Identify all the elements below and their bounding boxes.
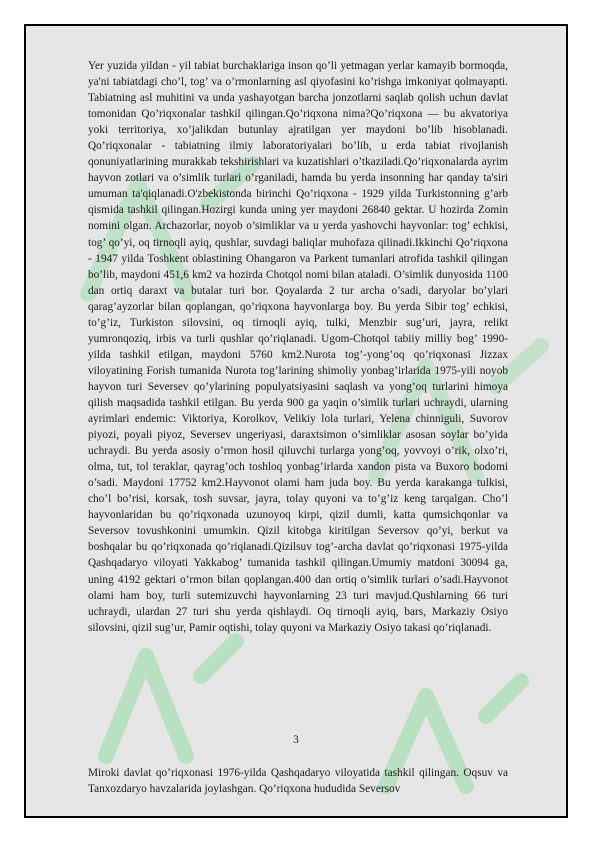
page-number: 3 xyxy=(293,734,299,746)
watermark-logo-icon xyxy=(86,626,246,776)
body-paragraph-next-page: Miroki davlat qo’riqxonasi 1976-yilda Qashqadaryo viloyatida tashkil qilingan. Oqsuv va Tanxozdaryo havzalarida joylashgan. Qo’riqxona hududida Seversov xyxy=(88,767,508,796)
document-page xyxy=(24,24,568,818)
body-paragraph: Yer yuzida yildan - yil tabiat burchaklariga inson qo’li yetmagan yerlar kamayib bormoqda, ya'ni tabiatdagi cho’l, tog’ va o’rmonlarning asl qiyofasini ko’rishga imkoniyat qolmayapti. Tabiatning asl muhitini va unda yashayotgan barcha jonzotlarni saqlab qolish uchun davlat tomonidan Qo’riqxonalar tashkil qilingan.Qo’riqxona nima?Qo’riqxona — bu akvatoriya yoki territoriya, xo’jalikdan butunlay ajratilgan yer maydoni bo’lib hisoblanadi. Qo’riqxonalar - tabiatning ilmiy laboratoriyalari bo’lib, u erda tabiat rivojlanish qonuniyatlarining murakkab tekshirishlari va kuzatishlari o’tkaziladi.Qo’riqxonalarda ayrim hayvon zotlari va o’simlik turlari o’rganiladi, hamda bu yerda insonning har qanday ta'siri umuman ta'qiqlanadi.O'zbekistonda birinchi Qo’riqxona - 1929 yilda Turkistonning g’arb qismida tashkil qilingan.Hozirgi kunda uning yer maydoni 26840 gektar. U hozirda Zomin nomini olgan. Archazorlar, noyob o’simliklar va u yerda yashovchi hayvonlar: tog’ echkisi, tog’ qo’yi, oq tirnoqli ayiq, qushlar, suvdagi baliqlar muhofaza qilinadi.Ikkinchi Qo’riqxona - 1947 yilda Toshkent oblastining Ohangaron va Parkent tumanlari atrofida tashkil qilingan bo’lib, maydoni 451,6 km2 va hozirda Chotqol nomi bilan ataladi. O’simlik dunyosida 1100 dan ortiq daraxt va butalar turi bor. Qoyalarda 2 tur archa o’sadi, daryolar bo’ylari qarag’ayzorlar bilan qoplangan, qo’riqxona hayvonlarga boy. Bu yerda Sibir tog’ echkisi, to’g’iz, Turkiston silovsini, oq tirnoqli ayiq, tulki, Menzbir sug’uri, jayra, relikt yumronqoziq, irbis va turli qushlar qo’riqlanadi. Ugom-Chotqol tabiiy milliy bog’ 1990-yilda tashkil etilgan, maydoni 5760 km2.Nurota tog’-yong’oq qo’riqxonasi Jizzax viloyatining Forish tumanida Nurota tog’larining shimoliy yonbag’irlarida 1975-yili noyob hayvon turi Seversev qo’ylarining populyatsiyasini saqlash va yong’oq turlarini himoya qilish maqsadida tashkil etilgan. Bu yerda 900 ga yaqin o’simlik turlari uchraydi, ularning ayrimlari endemic: Viktoriya, Korolkov, Velikiy lola turlari, Yelena chinniguli, Suvorov piyozi, poyali piyoz, Seversev ungeriyasi, daraxtsimon o’simliklar asosan soylar bo’yida uchraydi. Bu yerda asosiy o’rmon hosil qiluvchi turlarga yong’oq, yovvoyi o’rik, olxo’ri, olma, tut, tol teraklar, qayrag’och toshloq yonbag’irlarda xandon pista va Buxoro bodomi o’sadi. Maydoni 17752 km2.Hayvonot olami ham juda boy. Bu yerda karakanga tulkisi, cho’l bo’risi, korsak, tosh suvsar, jayra, tolay quyoni va to’g’iz keng tarqalgan. Cho’l hayvonlaridan bu qo’riqxonada uzunoyoq kirpi, qizil dumli, katta qumsichqonlar va Seversov tovushkonini umumkin. Qizil kitobga kiritilgan Seversov qo’yi, berkut va boshqalar bu qo’riqxonada qo’riqlanadi.Qizilsuv tog’-archa davlat qo’riqxonasi 1975-yilda Qashqadaryo viloyati Yakkabog’ tumanida tashkil qilingan.Umumiy matdoni 30094 ga, uning 4192 gektari o’rmon bilan qoplangan.400 dan ortiq o’simlik turlari o’sadi.Hayvonot olami ham boy, turli sutemizuvchi hayvonlarning 23 turi mavjud.Qushlarning 66 turi uchraydi, ulardan 27 turi shu yerda qishlaydi. Oq tirnoqli ayiq, bars, Markaziy Osiyo silovsini, qizil sug’ur, Pamir oqtishi, tolay quyoni va Markaziy Osiyo takasi qo’riqlanadi. xyxy=(88,60,508,634)
